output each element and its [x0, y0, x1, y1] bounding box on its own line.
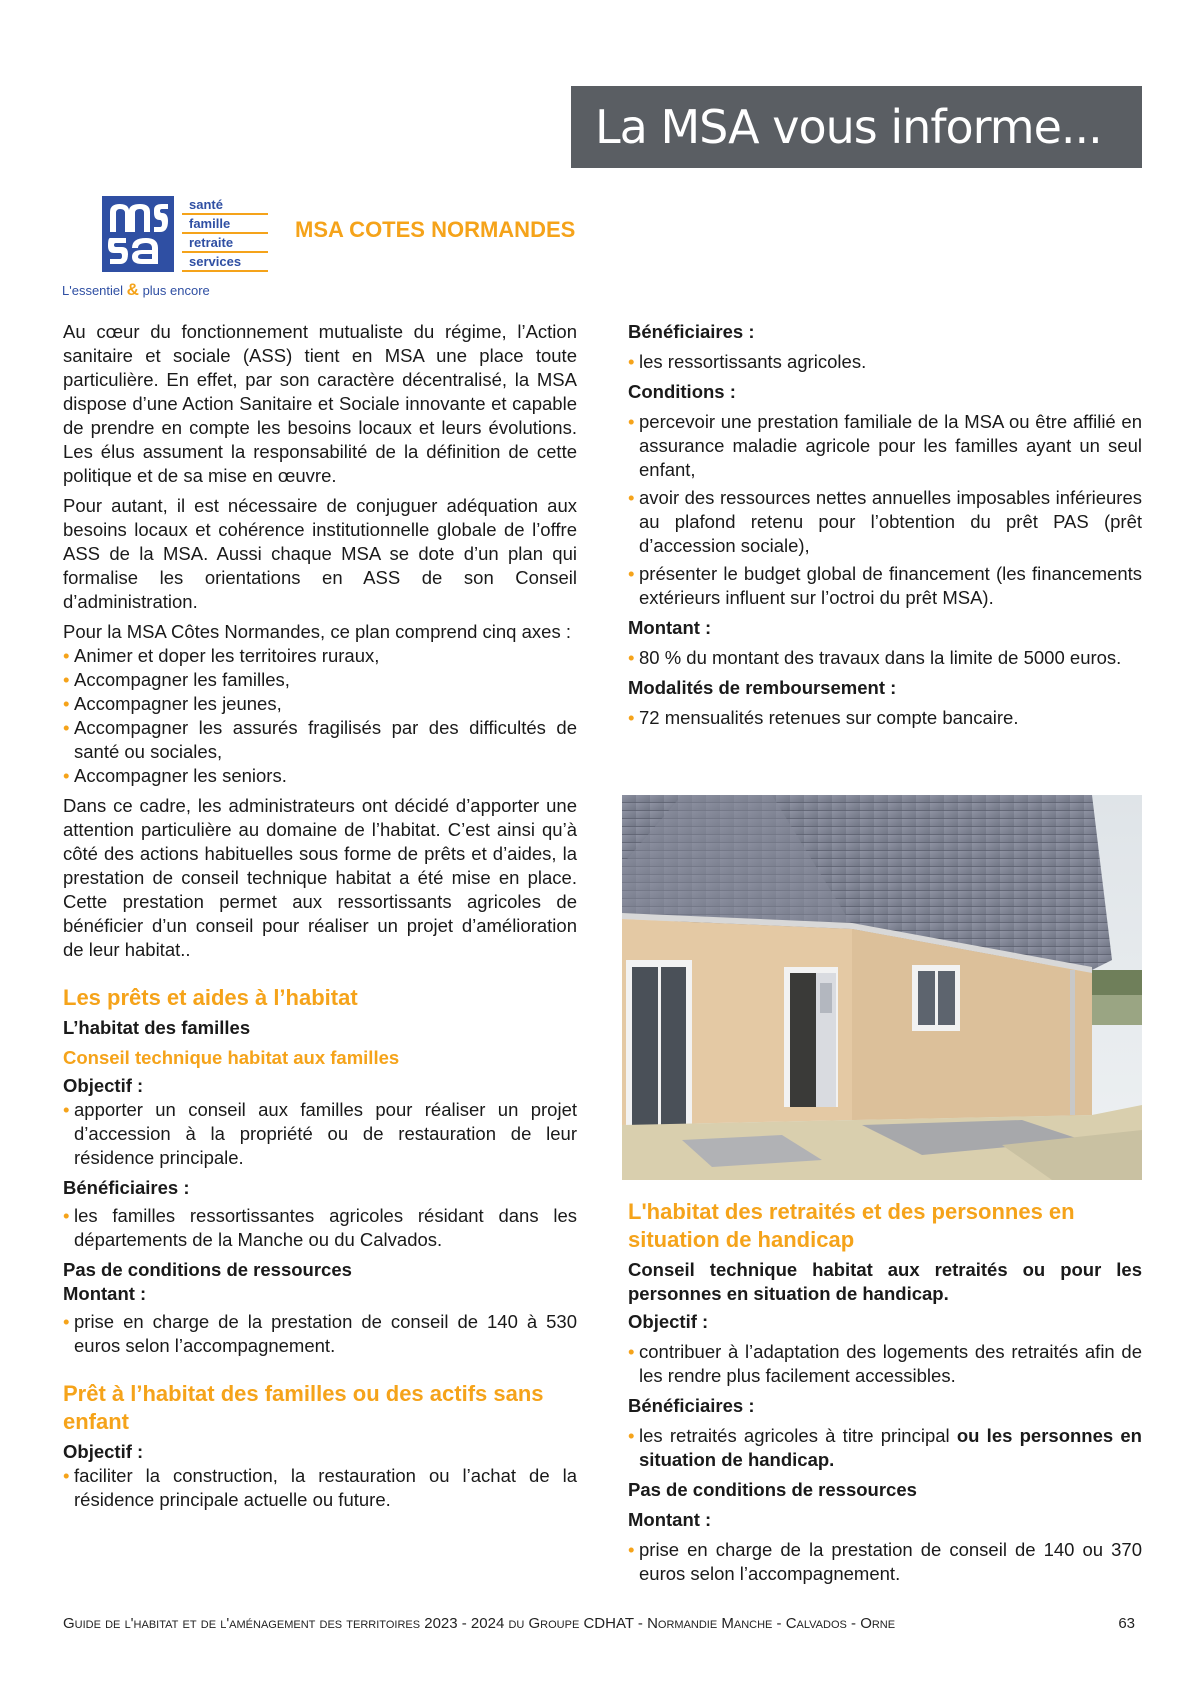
list-item: • apporter un conseil aux familles pour réaliser un projet d’accession à la propriété ou de restauration de leur résidence principale.	[63, 1098, 577, 1170]
left-column	[63, 320, 577, 1518]
modalites-list	[628, 706, 1142, 730]
objectif-label-2: Objectif :	[63, 1441, 144, 1462]
montant-list	[628, 1538, 1142, 1586]
beneficiaires-list	[628, 1424, 1142, 1472]
pas-conditions-label: Pas de conditions de ressources	[628, 1479, 917, 1500]
objectif-label: Objectif :	[628, 1311, 709, 1332]
beneficiaires-list	[63, 1204, 577, 1252]
page-header-banner	[571, 86, 1142, 168]
intro-paragraph-4: Dans ce cadre, les administrateurs ont décidé d’apporter une attention particulière au domaine de l’habitat. C’est ainsi qu’à côté des actions habituelles sous forme de prêts et d’aides, la prestation de conseil technique habitat a été mise en place. Cette prestation permet aux ressortissants agricoles de bénéficier d’un conseil pour réaliser un projet d’amélioration de leur habitat..	[63, 795, 577, 960]
logo-word-retraite: retraite	[182, 234, 268, 253]
list-item: • prise en charge de la prestation de conseil de 140 à 530 euros selon l’accompagnement.	[63, 1310, 577, 1358]
conditions-label: Conditions :	[628, 381, 736, 402]
section-title-pret-habitat: Prêt à l’habitat des familles ou des actifs sans enfant	[63, 1381, 544, 1434]
tagline-amp: &	[126, 280, 139, 299]
montant-label: Montant :	[628, 1509, 712, 1530]
list-item: • 80 % du montant des travaux dans la limite de 5000 euros.	[628, 646, 1142, 670]
list-item: • les ressortissants agricoles.	[628, 350, 1142, 374]
tagline-pre: L'essentiel	[62, 283, 124, 298]
objectif-label: Objectif :	[63, 1075, 144, 1096]
list-item: • Accompagner les assurés fragilisés par des difficultés de santé ou sociales,	[63, 716, 577, 764]
footer-text: Guide de l'habitat et de l'aménagement des territoires 2023 - 2024 du Groupe CDHAT - Normandie Manche - Calvados - Orne	[63, 1615, 896, 1632]
montant-label: Montant :	[628, 617, 712, 638]
section-title-retraites: L'habitat des retraités et des personnes en situation de handicap	[628, 1199, 1075, 1252]
list-item: • les familles ressortissantes agricoles résidant dans les départements de la Manche ou du Calvados.	[63, 1204, 577, 1252]
intro-paragraph-3: Pour la MSA Côtes Normandes, ce plan comprend cinq axes :	[63, 621, 571, 642]
list-item: • prise en charge de la prestation de conseil de 140 ou 370 euros selon l’accompagnement.	[628, 1538, 1142, 1586]
header-title: La MSA vous informe...	[595, 100, 1102, 154]
beneficiaires-label: Bénéficiaires :	[63, 1177, 190, 1198]
objectif-list	[628, 1340, 1142, 1388]
list-item: • Accompagner les seniors.	[63, 764, 577, 788]
objectif-list	[63, 1098, 577, 1170]
section-subtitle-retraites: Conseil technique habitat aux retraités ou pour les personnes en situation de handicap.	[628, 1259, 1142, 1304]
list-item: • contribuer à l’adaptation des logements des retraités afin de les rendre plus facilement accessibles.	[628, 1340, 1142, 1388]
right-column-top	[628, 320, 1142, 736]
conditions-list	[628, 410, 1142, 610]
subheading-conseil-familles: Conseil technique habitat aux familles	[63, 1047, 400, 1068]
intro-paragraph-2: Pour autant, il est nécessaire de conjuguer adéquation aux besoins locaux et cohérence institutionnelle globale de l’offre ASS de la MSA. Aussi chaque MSA se dote d’un plan qui formalise les orientations en ASS de son Conseil d’administration.	[63, 495, 577, 612]
list-item	[628, 1424, 1142, 1472]
logo-word-famille: famille	[182, 215, 268, 234]
list-item: • 72 mensualités retenues sur compte bancaire.	[628, 706, 1142, 730]
list-item: • Accompagner les familles,	[63, 668, 577, 692]
list-item: • percevoir une prestation familiale de la MSA ou être affilié en assurance maladie agricole pour les familles ayant un seul enfant,	[628, 410, 1142, 482]
house-photo	[622, 795, 1142, 1180]
montant-label: Montant :	[63, 1283, 147, 1304]
msa-logo-words	[182, 196, 268, 272]
logo-word-sante: santé	[182, 196, 268, 215]
logo-word-services: services	[182, 253, 268, 272]
list-item: • Animer et doper les territoires ruraux,	[63, 644, 577, 668]
benef-text-bold: ou les personnes en situation de handicap.	[639, 1425, 1142, 1470]
section-subtitle-familles: L’habitat des familles	[63, 1017, 251, 1038]
right-column-bottom	[628, 1198, 1142, 1592]
list-item: • présenter le budget global de financement (les financements extérieurs influent sur l’octroi du prêt MSA).	[628, 562, 1142, 610]
org-title: MSA COTES NORMANDES	[295, 217, 576, 242]
objectif-list-2	[63, 1464, 577, 1512]
list-item: • Accompagner les jeunes,	[63, 692, 577, 716]
list-item: • avoir des ressources nettes annuelles imposables inférieures au plafond retenu pour l’obtention du prêt PAS (prêt d’accession sociale),	[628, 486, 1142, 558]
beneficiaires-list	[628, 350, 1142, 374]
modalites-label: Modalités de remboursement :	[628, 677, 897, 698]
msa-logo	[62, 196, 272, 300]
section-title-prets: Les prêts et aides à l’habitat	[63, 985, 358, 1010]
page-number: 63	[1118, 1615, 1135, 1632]
benef-text: les retraités agricoles à titre principal	[639, 1425, 957, 1446]
montant-list	[63, 1310, 577, 1358]
msa-logo-tagline	[62, 280, 210, 300]
beneficiaires-label: Bénéficiaires :	[628, 321, 755, 342]
montant-list	[628, 646, 1142, 670]
axes-list	[63, 644, 577, 788]
tagline-post: plus encore	[142, 283, 210, 298]
pas-conditions-label: Pas de conditions de ressources	[63, 1259, 352, 1280]
beneficiaires-label: Bénéficiaires :	[628, 1395, 755, 1416]
msa-logo-mark	[102, 196, 174, 272]
intro-paragraph-1: Au cœur du fonctionnement mutualiste du régime, l’Action sanitaire et sociale (ASS) tient en MSA une place toute particulière. En effet, par son caractère décentralisé, la MSA dispose d’une Action Sanitaire et Sociale innovante et capable de prendre en compte les besoins locaux et leurs évolutions. Les élus assument la responsabilité de la définition de cette politique et de sa mise en œuvre.	[63, 321, 577, 486]
list-item: • faciliter la construction, la restauration ou l’achat de la résidence principale actuelle ou future.	[63, 1464, 577, 1512]
